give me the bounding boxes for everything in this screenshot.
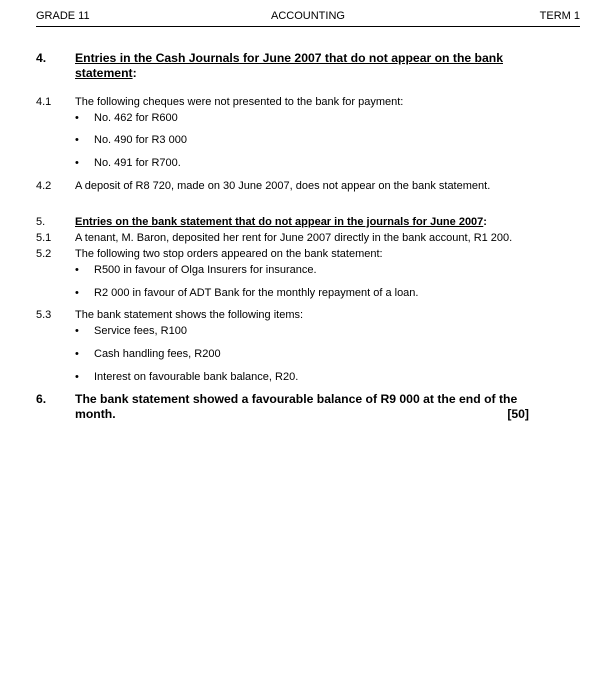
s52-item-1: R500 in favour of Olga Insurers for insurance. [94,264,317,276]
bullet-icon: • [75,112,79,124]
s41-number: 4.1 [36,96,52,108]
q4-number: 4. [36,51,47,65]
q5-title-colon: : [483,216,487,228]
q4-title-line1: Entries in the Cash Journals for June 2007 that do not appear on the bank [75,51,503,65]
s53-number: 5.3 [36,309,52,321]
q4-title-colon: : [132,66,137,80]
s53-item-1: Service fees, R100 [94,325,187,337]
bullet-icon: • [75,371,79,383]
s53-item-3: Interest on favourable bank balance, R20. [94,371,299,383]
s52-number: 5.2 [36,248,52,260]
q4-title-line2 [75,66,137,80]
s41-item-1: No. 462 for R600 [94,112,178,124]
bullet-icon: • [75,348,79,360]
s42-number: 4.2 [36,180,52,192]
bullet-icon: • [75,157,79,169]
s51-number: 5.1 [36,232,52,244]
s41-intro: The following cheques were not presented to the bank for payment: [75,96,404,108]
s51-text: A tenant, M. Baron, deposited her rent for June 2007 directly in the bank account, R1 200. [75,232,513,244]
s52-item-2: R2 000 in favour of ADT Bank for the monthly repayment of a loan. [94,287,419,299]
s41-item-3: No. 491 for R700. [94,157,181,169]
s42-text: A deposit of R8 720, made on 30 June 2007, does not appear on the bank statement. [75,180,491,192]
header-grade: GRADE 11 [36,10,90,22]
bullet-icon: • [75,134,79,146]
s53-item-2: Cash handling fees, R200 [94,348,221,360]
s53-intro: The bank statement shows the following items: [75,309,304,321]
header-term: TERM 1 [539,10,580,22]
q5-number: 5. [36,216,46,228]
s52-intro: The following two stop orders appeared on the bank statement: [75,248,383,260]
q5-title-text: Entries on the bank statement that do not appear in the journals for June 2007 [75,216,484,228]
page-header [36,10,580,27]
q6-marks: [50] [507,407,529,421]
bullet-icon: • [75,264,79,276]
q6-number: 6. [36,392,47,406]
q6-line2: month. [75,407,116,421]
bullet-icon: • [75,325,79,337]
header-subject: ACCOUNTING [271,10,345,22]
q4-title-word: statement [75,66,133,80]
q6-line1: The bank statement showed a favourable balance of R9 000 at the end of the [75,392,518,406]
bullet-icon: • [75,287,79,299]
q5-title [75,216,487,229]
s41-item-2: No. 490 for R3 000 [94,134,187,146]
